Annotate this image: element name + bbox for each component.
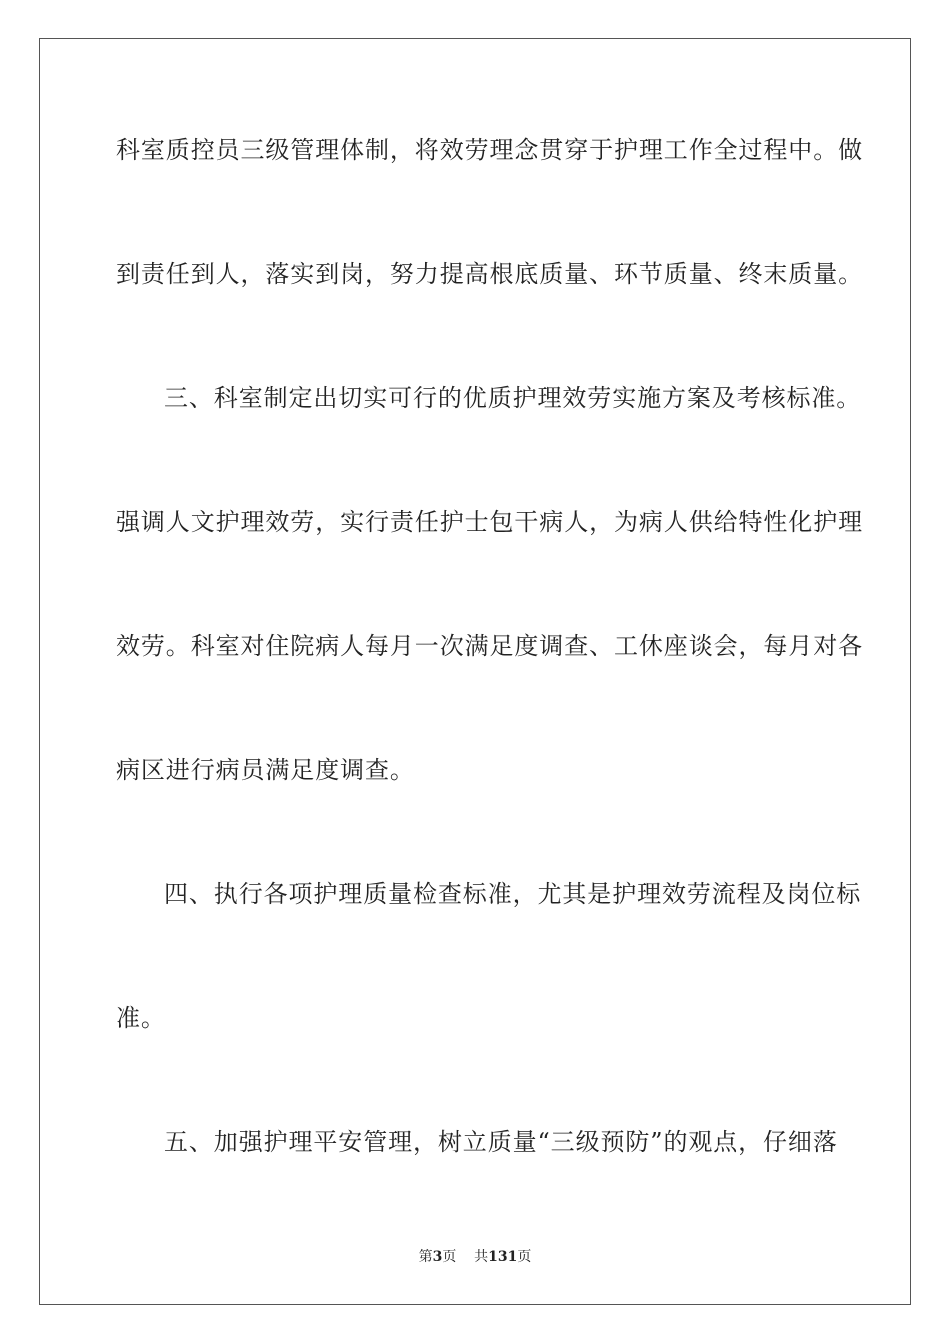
page-border <box>39 38 911 1305</box>
page-unit: 页 <box>442 1249 457 1265</box>
paragraph-line-2: 到责任到人，落实到岗，努力提高根底质量、环节质量、终末质量。 <box>116 260 863 288</box>
paragraph-line-7: 四、执行各项护理质量检查标准，尤其是护理效劳流程及岗位标 <box>164 880 862 908</box>
total-unit: 页 <box>517 1249 532 1265</box>
paragraph-line-1: 科室质控员三级管理体制，将效劳理念贯穿于护理工作全过程中。做 <box>116 136 863 164</box>
page-total: 131 <box>488 1249 518 1265</box>
total-prefix: 共 <box>474 1249 489 1265</box>
paragraph-line-5: 效劳。科室对住院病人每月一次满足度调查、工休座谈会，每月对各 <box>116 632 863 660</box>
paragraph-line-4: 强调人文护理效劳，实行责任护士包干病人，为病人供给特性化护理 <box>116 508 863 536</box>
paragraph-line-8: 准。 <box>116 1004 166 1032</box>
paragraph-line-9: 五、加强护理平安管理，树立质量“三级预防”的观点，仔细落 <box>164 1128 838 1156</box>
page-footer <box>0 1248 950 1266</box>
paragraph-line-3: 三、科室制定出切实可行的优质护理效劳实施方案及考核标准。 <box>164 384 862 412</box>
paragraph-line-6: 病区进行病员满足度调查。 <box>116 756 415 784</box>
page-prefix: 第 <box>418 1249 433 1265</box>
page-current: 3 <box>432 1249 443 1265</box>
